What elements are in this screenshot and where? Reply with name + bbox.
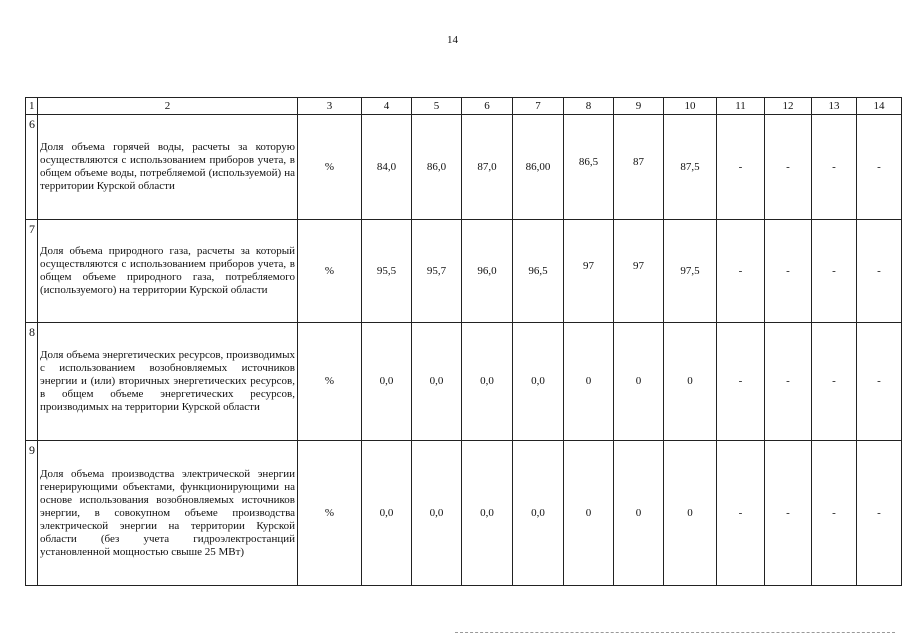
header-cell: 10 (664, 98, 717, 115)
value-cell: 86,00 (513, 115, 564, 220)
header-cell: 13 (812, 98, 857, 115)
unit-cell: % (298, 441, 362, 586)
value-cell: 87,5 (664, 115, 717, 220)
row-number: 7 (26, 220, 38, 323)
dash-cell: - (765, 115, 812, 220)
value-cell: 0,0 (462, 441, 513, 586)
dash-cell: - (717, 220, 765, 323)
header-cell: 14 (857, 98, 902, 115)
value-cell: 96,5 (513, 220, 564, 323)
dash-cell: - (857, 220, 902, 323)
header-cell: 5 (412, 98, 462, 115)
value-cell (564, 220, 614, 323)
page-number: 14 (447, 34, 458, 46)
dash-cell: - (765, 441, 812, 586)
value-text: 87 (633, 155, 644, 168)
dash-cell: - (812, 115, 857, 220)
indicator-description: Доля объема природного газа, расчеты за который осуществляются с использованием приборов учета, в общем объеме природного газа, потребляемого (используемого) на территории Курской области (38, 220, 298, 323)
row-number: 9 (26, 441, 38, 586)
dash-cell: - (857, 115, 902, 220)
dash-cell: - (812, 220, 857, 323)
header-cell: 12 (765, 98, 812, 115)
dash-cell: - (812, 441, 857, 586)
dash-cell: - (717, 115, 765, 220)
indicator-description: Доля объема производства электрической энергии генерирующими объектами, функционирующими на основе использования возобновляемых источников энергии, в совокупном объеме производства электрической энергии на территории Курской области (без учета гидроэлектростанций установленной мощностью свыше 25 МВт) (38, 441, 298, 586)
unit-cell: % (298, 323, 362, 441)
header-cell: 7 (513, 98, 564, 115)
value-cell: 95,7 (412, 220, 462, 323)
table-row (26, 115, 902, 220)
value-cell: 0 (564, 441, 614, 586)
row-number: 6 (26, 115, 38, 220)
header-cell: 4 (362, 98, 412, 115)
value-cell: 0 (664, 441, 717, 586)
dash-cell: - (765, 323, 812, 441)
value-cell: 97,5 (664, 220, 717, 323)
header-cell: 2 (38, 98, 298, 115)
value-cell: 0,0 (362, 441, 412, 586)
value-cell: 0,0 (513, 323, 564, 441)
value-cell: 0,0 (513, 441, 564, 586)
header-cell: 6 (462, 98, 513, 115)
dash-cell: - (857, 441, 902, 586)
value-cell (614, 220, 664, 323)
value-text: 97 (633, 259, 644, 272)
header-cell: 9 (614, 98, 664, 115)
value-cell: 0,0 (412, 441, 462, 586)
header-cell: 1 (26, 98, 38, 115)
table-row (26, 441, 902, 586)
value-cell: 86,0 (412, 115, 462, 220)
value-cell: 0,0 (462, 323, 513, 441)
dash-cell: - (857, 323, 902, 441)
value-text: 97 (583, 259, 594, 272)
value-text: 86,5 (578, 155, 599, 168)
dash-cell: - (765, 220, 812, 323)
header-cell: 11 (717, 98, 765, 115)
value-cell: 87,0 (462, 115, 513, 220)
header-cell: 8 (564, 98, 614, 115)
dash-cell: - (717, 441, 765, 586)
indicator-description: Доля объема энергетических ресурсов, производимых с использованием возобновляемых источников энергии и (или) вторичных энергетических ресурсов, в общем объеме энергетических ресурсов, производимых на территории Курской области (38, 323, 298, 441)
value-cell (564, 115, 614, 220)
indicators-table (25, 97, 902, 586)
value-cell: 96,0 (462, 220, 513, 323)
unit-cell: % (298, 115, 362, 220)
row-number: 8 (26, 323, 38, 441)
dash-cell: - (812, 323, 857, 441)
unit-cell: % (298, 220, 362, 323)
table-row (26, 323, 902, 441)
value-cell: 95,5 (362, 220, 412, 323)
value-cell: 84,0 (362, 115, 412, 220)
value-cell: 0 (614, 441, 664, 586)
header-row (26, 98, 902, 115)
value-cell: 0,0 (362, 323, 412, 441)
table-row (26, 220, 902, 323)
indicator-description: Доля объема горячей воды, расчеты за которую осуществляются с использованием приборов учета, в общем объеме воды, потребляемой (используемой) на территории Курской области (38, 115, 298, 220)
page-bottom-divider (455, 632, 895, 633)
header-cell: 3 (298, 98, 362, 115)
value-cell: 0 (664, 323, 717, 441)
value-cell: 0 (564, 323, 614, 441)
value-cell (614, 115, 664, 220)
dash-cell: - (717, 323, 765, 441)
value-cell: 0 (614, 323, 664, 441)
value-cell: 0,0 (412, 323, 462, 441)
